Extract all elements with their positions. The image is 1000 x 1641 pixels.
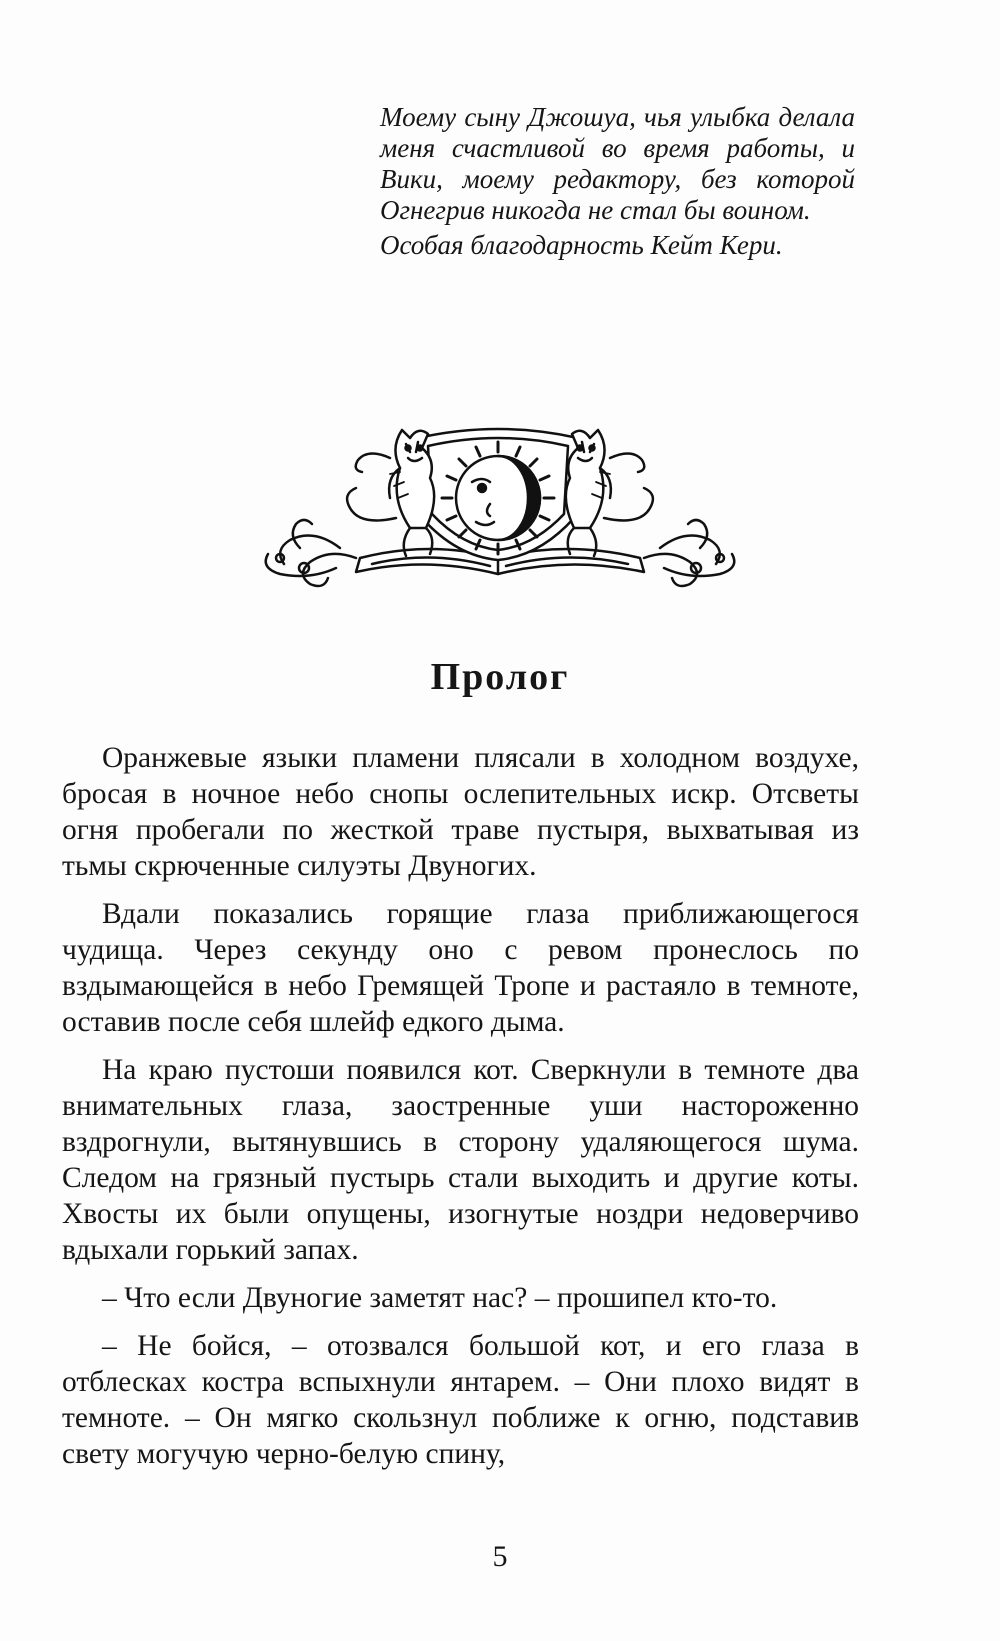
paragraph: – Не бойся, – отозвался большой кот, и его глаза в отблесках костра вспыхнули янтарем. – Они плохо видят в темноте. – Он мягко скользнул поближе к огню, подставив свету могучую черно-белую спину,: [62, 1330, 859, 1470]
paragraph: На краю пустоши появился кот. Сверкнули в темноте два внимательных глаза, заостренные уши настороженно вздрогнули, вытянувшись в сторону удаляющегося шума. Следом на грязный пустырь стали выходить и другие коты. Хвосты их были опущены, изогнутые ноздри недоверчиво вдыхали горький запах.: [62, 1054, 859, 1266]
chapter-body: [62, 740, 859, 1484]
page-number: 5: [492, 1540, 508, 1573]
paragraph: Оранжевые языки пламени плясали в холодном воздухе, бросая в ночное небо снопы ослепительных искр. Отсветы огня пробегали по жесткой траве пустыря, выхватывая из тьмы скрюченные силуэты Двуногих.: [62, 742, 859, 882]
dedication-text: Моему сыну Джошуа, чья улыбка делала меня счастливой во время работы, и Вики, моему редактору, без которой Огнегрив никогда не стал бы воином.: [380, 102, 855, 225]
dedication: [380, 102, 855, 261]
paragraph: Вдали показались горящие глаза приближающегося чудища. Через секунду оно с ревом пронеслось по вздымающейся в небо Гремящей Тропе и растаяло в темноте, оставив после себя шлейф едкого дыма.: [62, 898, 859, 1038]
paragraph: – Что если Двуногие заметят нас? – прошипел кто-то.: [102, 1282, 778, 1314]
dedication-thanks: Особая благодарность Кейт Кери.: [380, 230, 783, 260]
heraldic-emblem-icon: [240, 408, 760, 598]
chapter-title: Пролог: [430, 656, 570, 698]
